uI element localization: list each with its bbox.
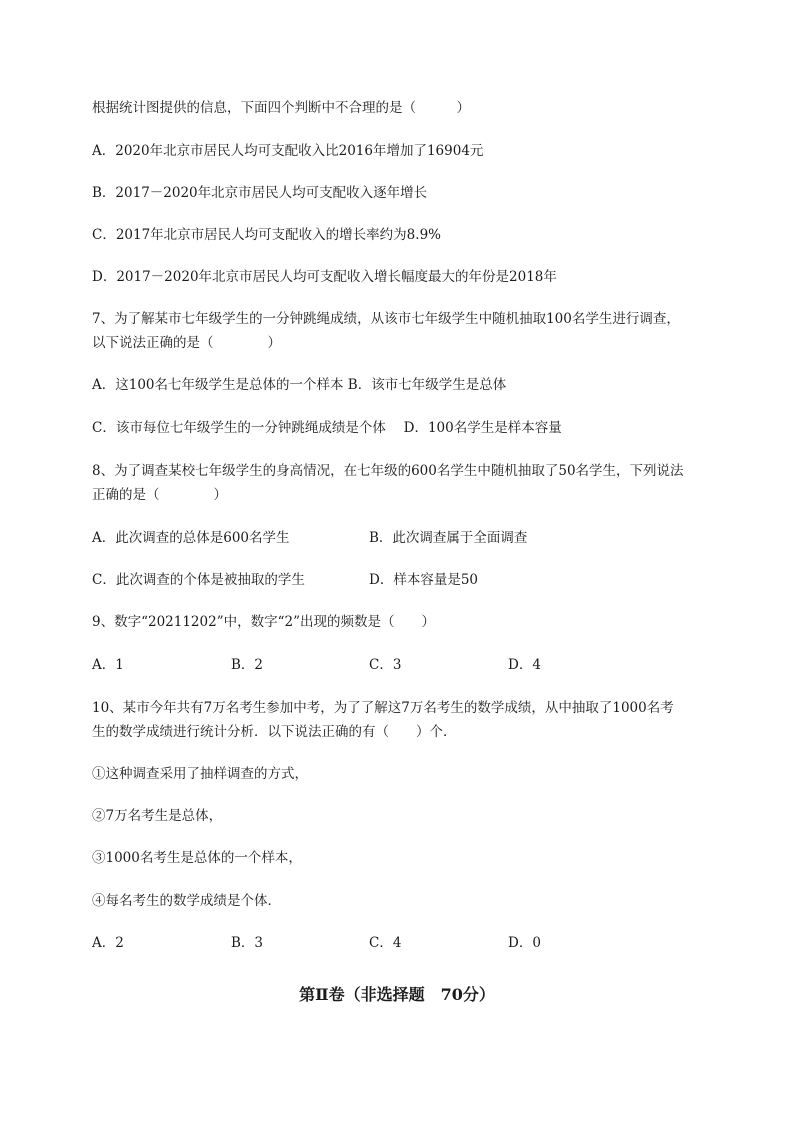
q8-option-c: C．此次调查的个体是被抽取的学生 xyxy=(92,572,305,588)
q10-statement-1: ①这种调查采用了抽样调查的方式， xyxy=(92,766,308,782)
q9-option-d: D．4 xyxy=(508,657,541,673)
q10-statement-2: ②7万名考生是总体， xyxy=(92,808,223,824)
q9-stem: 9、数字“20211202”中，数字“2”出现的频数是（ ） xyxy=(92,614,435,630)
q10-stem-line-1: 10、某市今年共有7万名考生参加中考，为了了解这7万名考生的数学成绩，从中抽取了1000名考 xyxy=(92,700,674,716)
q8-option-b: B．此次调查属于全面调查 xyxy=(369,530,528,546)
q10-stem-line-2: 生的数学成绩进行统计分析．以下说法正确的有（ ）个． xyxy=(92,724,457,740)
q10-option-a: A．2 xyxy=(92,935,124,951)
q6-option-c: C．2017年北京市居民人均可支配收入的增长率约为8.9% xyxy=(92,227,441,243)
q6-option-d: D．2017－2020年北京市居民人均可支配收入增长幅度最大的年份是2018年 xyxy=(92,269,557,285)
q8-option-d: D．样本容量是50 xyxy=(369,572,479,588)
q6-option-a: A．2020年北京市居民人均可支配收入比2016年增加了16904元 xyxy=(92,143,484,159)
q6-option-b: B．2017－2020年北京市居民人均可支配收入逐年增长 xyxy=(92,185,428,201)
q7-stem-line-2: 以下说法正确的是（ ） xyxy=(92,335,281,351)
q7-stem-line-1: 7、为了解某市七年级学生的一分钟跳绳成绩，从该市七年级学生中随机抽取100名学生进行调查， xyxy=(92,311,680,327)
q10-statement-4: ④每名考生的数学成绩是个体． xyxy=(92,893,281,909)
q10-option-d: D．0 xyxy=(508,935,541,951)
q9-option-a: A．1 xyxy=(92,657,124,673)
q10-statement-3: ③1000名考生是总体的一个样本， xyxy=(92,850,302,866)
q10-option-c: C．4 xyxy=(369,935,402,951)
q6-stem: 根据统计图提供的信息，下面四个判断中不合理的是（ ） xyxy=(92,100,470,116)
q9-option-c: C．3 xyxy=(369,657,402,673)
q10-option-b: B．3 xyxy=(231,935,264,951)
section-title: 第Ⅱ卷（非选择题 70分） xyxy=(299,985,495,1004)
q7-options-line-1: A．这100名七年级学生是总体的一个样本 B．该市七年级学生是总体 xyxy=(92,377,507,393)
q7-options-line-2: C．该市每位七年级学生的一分钟跳绳成绩是个体 D．100名学生是样本容量 xyxy=(92,420,562,436)
q8-stem-line-2: 正确的是（ ） xyxy=(92,487,227,503)
q8-stem-line-1: 8、为了调查某校七年级学生的身高情况，在七年级的600名学生中随机抽取了50名学生，下列说法 xyxy=(92,463,684,479)
q9-option-b: B．2 xyxy=(231,657,264,673)
q8-option-a: A．此次调查的总体是600名学生 xyxy=(92,530,290,546)
